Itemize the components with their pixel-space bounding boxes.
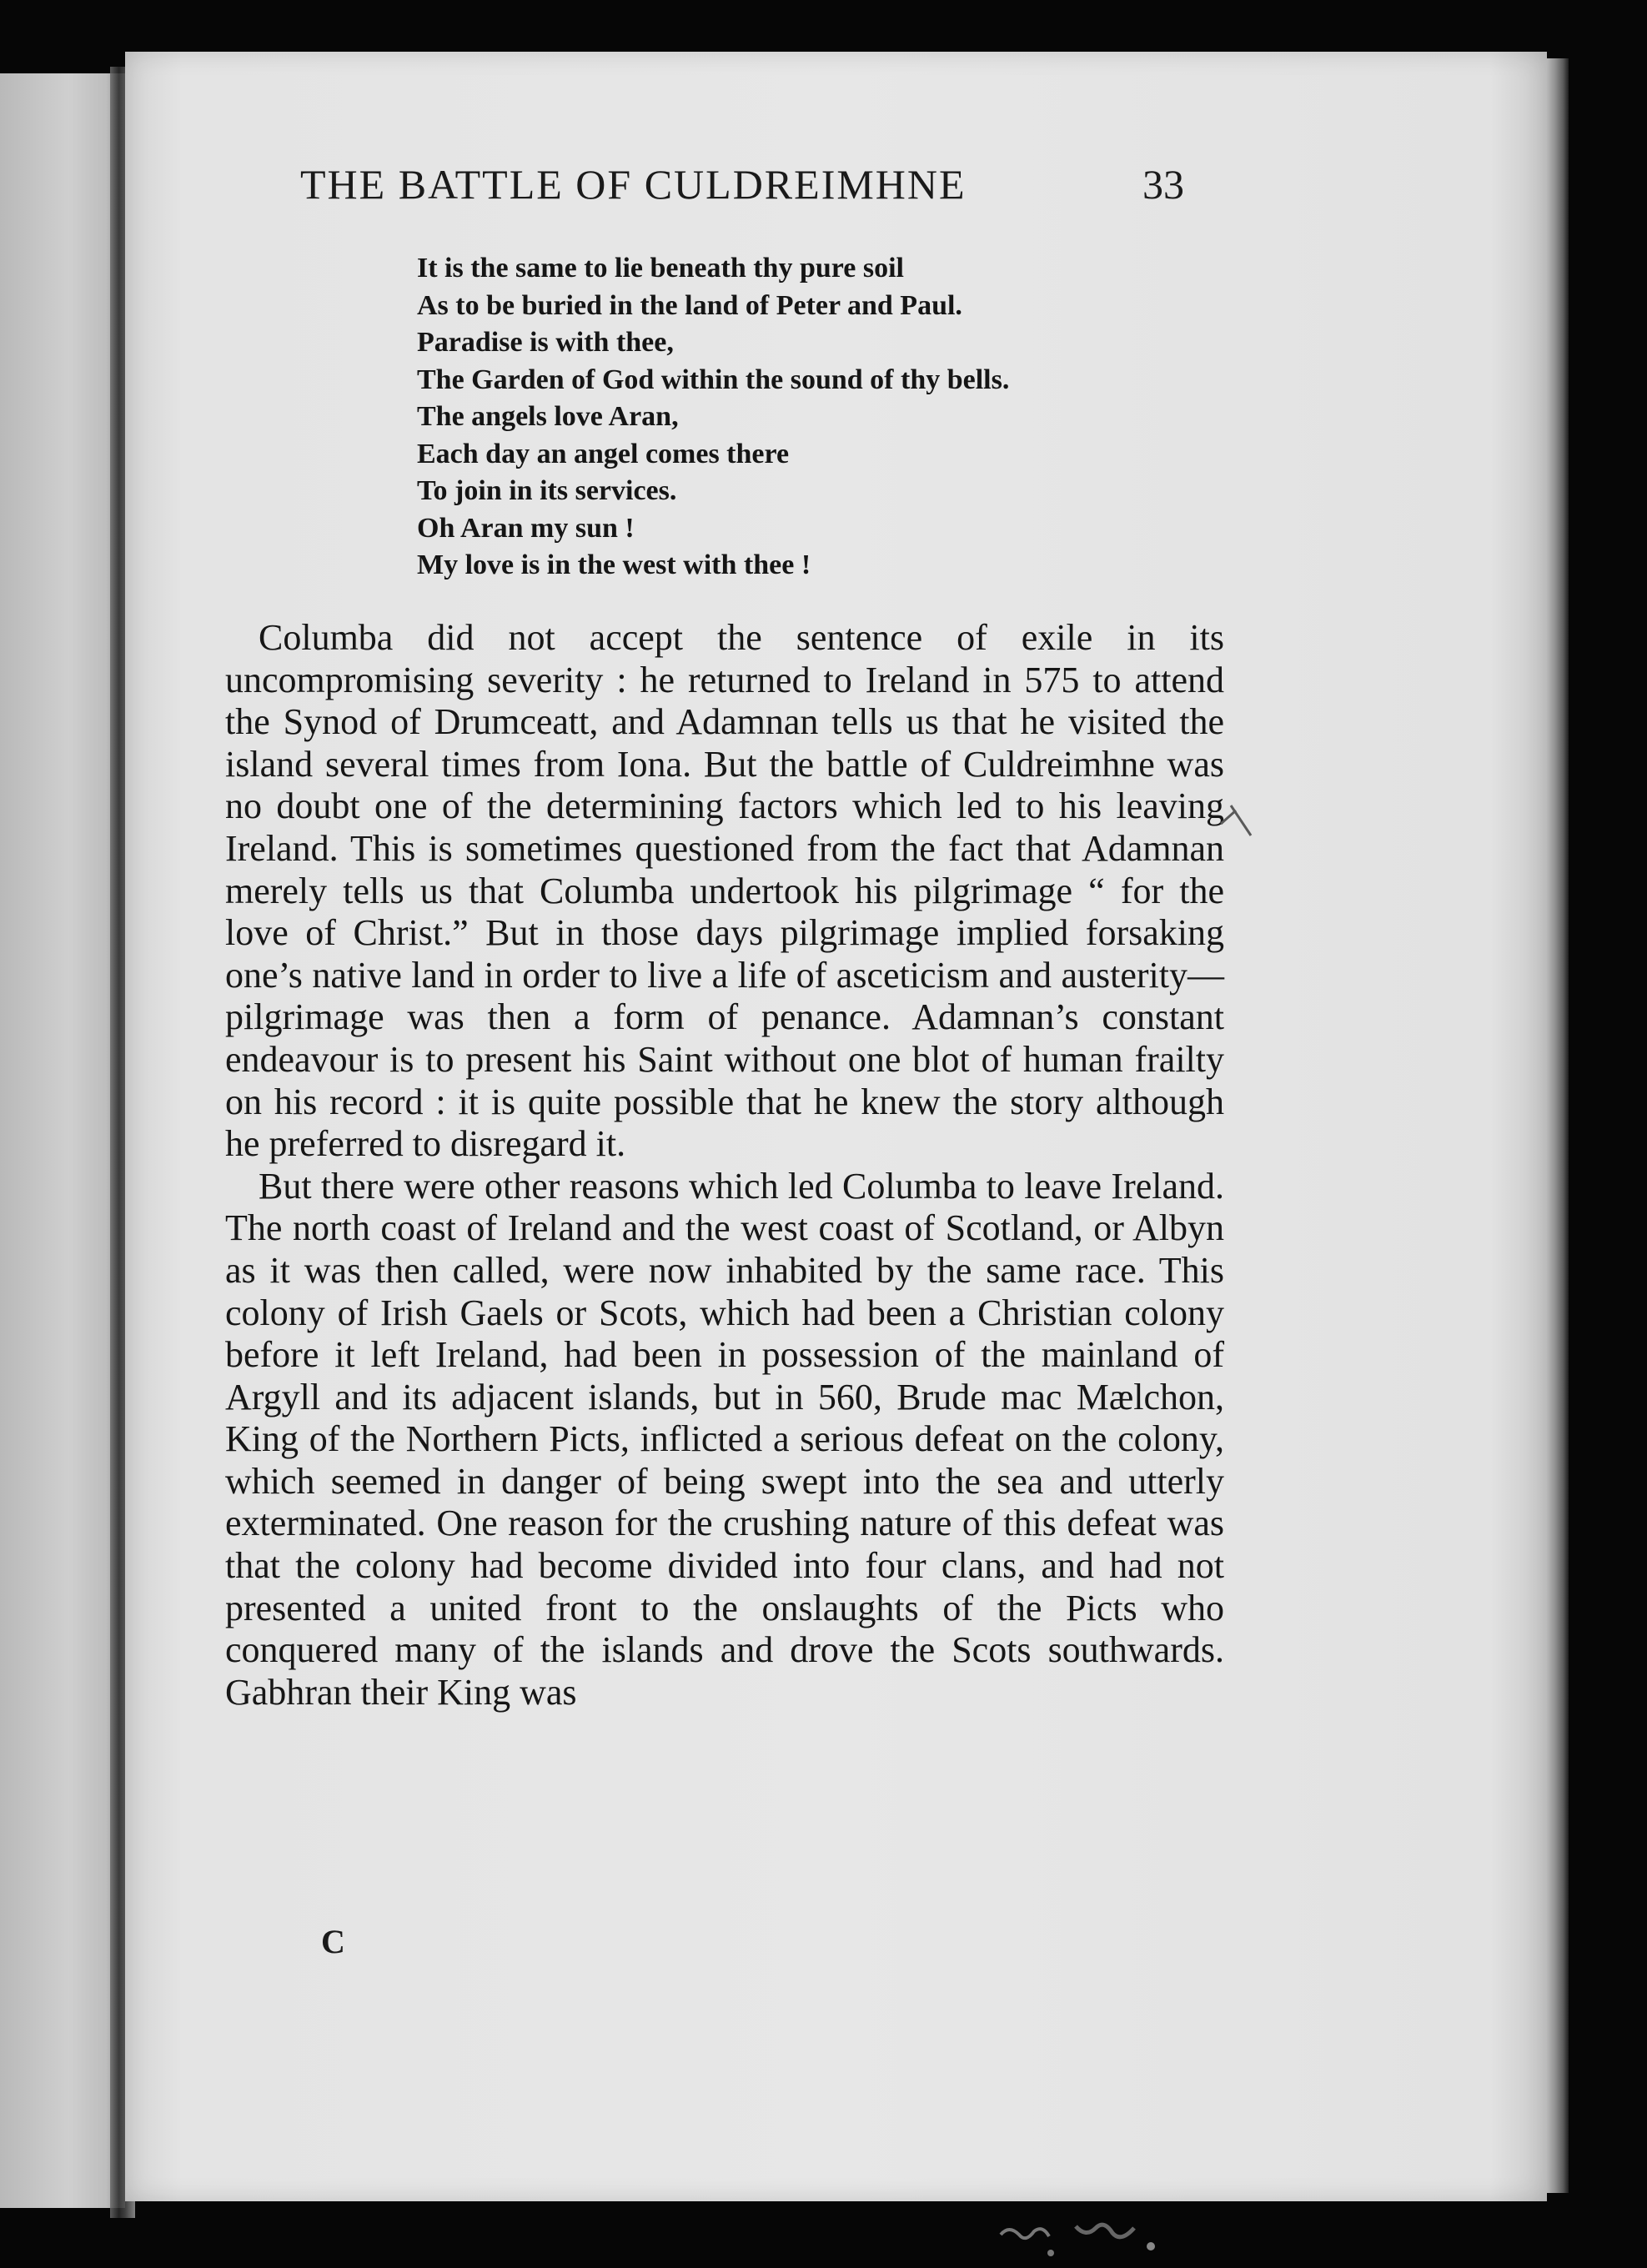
poem-block — [417, 250, 1218, 585]
pencil-margin-mark — [1218, 799, 1256, 840]
poem-line: The Garden of God within the sound of thy bells. — [417, 364, 1010, 395]
previous-page-edge — [0, 73, 125, 2208]
paragraph-columba-exile: Columba did not accept the sentence of exile in its uncompromising severity : he returned to Ireland in 575 to attend the Synod of Drumceatt, and Adamnan tells us that he visited the island several times from Iona. But the battle of Culdreimhne was no doubt one of the determining factors which led to his leaving Ireland. This is sometimes questioned from the fact that Adamnan merely tells us that Columba undertook his pilgrimage “ for the love of Christ.” But in those days pilgrimage implied forsaking one’s native land in order to live a life of asceticism and austerity—pilgrimage was then a form of penance. Adamnan’s constant endeavour is to present his Saint without one blot of human frailty on his record : it is quite possible that he knew the story although he preferred to disregard it. — [225, 617, 1224, 1165]
poem-line: It is the same to lie beneath thy pure soil — [417, 253, 904, 284]
poem-line: Each day an angel comes there — [417, 438, 790, 469]
paragraph-other-reasons: But there were other reasons which led Columba to leave Ireland. The north coast of Ireland and the west coast of Scotland, or Albyn as it was then called, were now inhabited by the same race. This colony of Irish Gaels or Scots, which had been a Christian colony before it left Ireland, had been in possession of the mainland of Argyll and its adjacent islands, but in 560, Brude mac Mælchon, King of the Northern Picts, inflicted a serious defeat on the colony, which seemed in danger of being swept into the sea and utterly exterminated. One reason for the crushing nature of this defeat was that the colony had become divided into four clans, and had not presented a united front to the onslaughts of the Picts who conquered many of the islands and drove the Scots southwards. Gabhran their King was — [225, 1165, 1224, 1713]
poem-line: Oh Aran my sun ! — [417, 512, 635, 544]
poem-line: To join in its services. — [417, 475, 677, 506]
signature-mark: C — [321, 1923, 345, 1960]
running-head — [300, 160, 1184, 227]
page-number: 33 — [1142, 161, 1184, 208]
poem-line: Paradise is with thee, — [417, 327, 674, 358]
scan-artifact — [984, 2210, 1201, 2268]
poem-line: The angels love Aran, — [417, 401, 679, 432]
body-text — [225, 617, 1224, 1714]
running-head-title: THE BATTLE OF CULDREIMHNE — [300, 161, 967, 208]
page-fore-edge — [1547, 58, 1569, 2193]
poem-line: As to be buried in the land of Peter and Paul. — [417, 289, 962, 321]
poem-line: My love is in the west with thee ! — [417, 549, 811, 580]
